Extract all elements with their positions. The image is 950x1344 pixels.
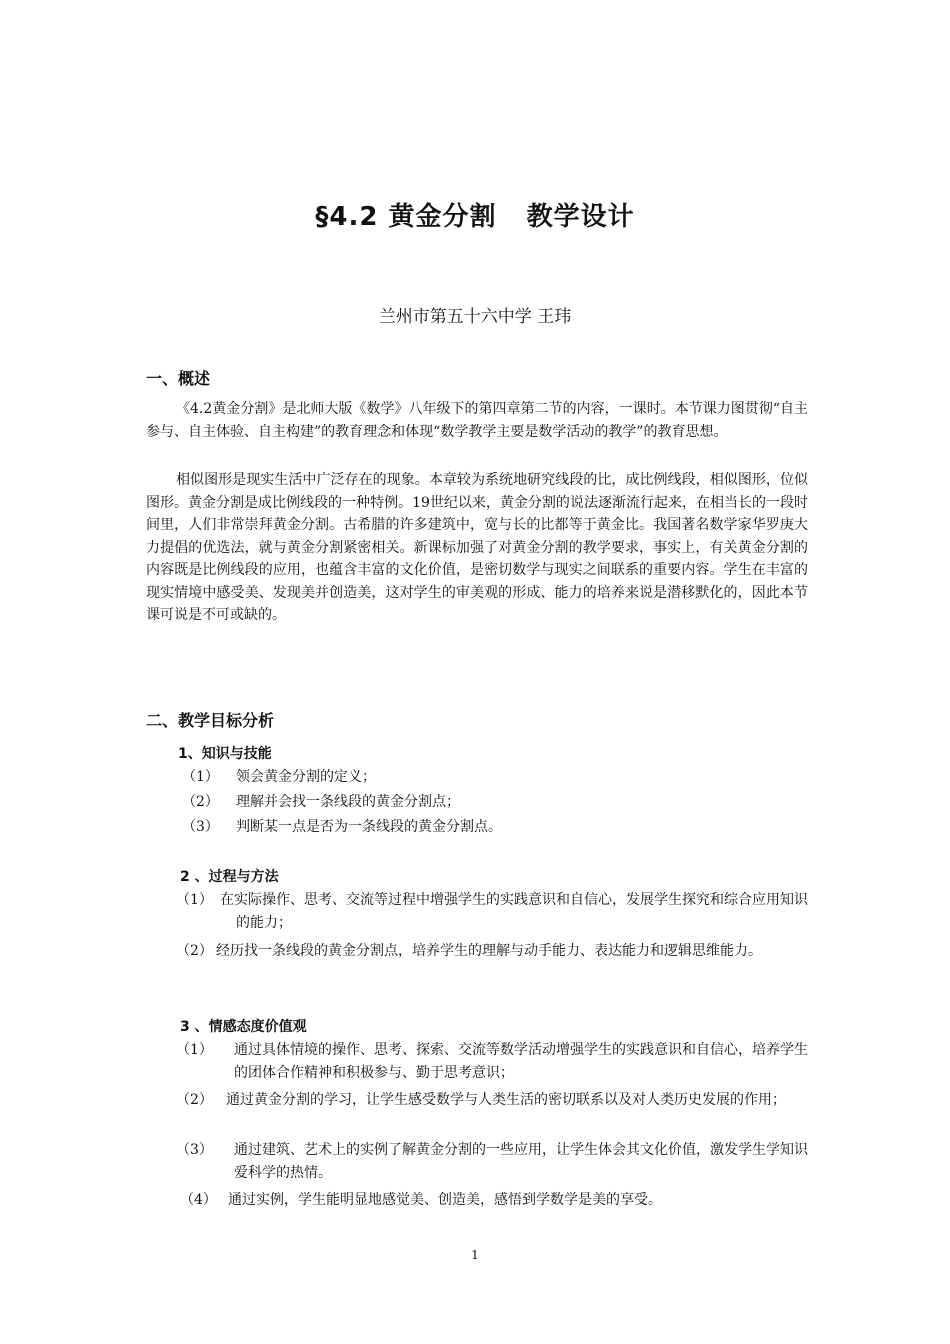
list-item [182, 816, 808, 839]
list-item [182, 791, 808, 814]
item-number: （3） [182, 819, 219, 835]
page-number: 1 [471, 1248, 479, 1262]
item-text: 领会黄金分割的定义； [236, 769, 376, 785]
section-heading-objectives: 二、教学目标分析 [146, 711, 275, 730]
item-number: （1） [182, 769, 219, 785]
item-text: 通过实例，学生能明显地感觉美、创造美，感悟到学数学是美的享受。 [228, 1192, 662, 1208]
document-title: §4.2 黄金分割 教学设计 [315, 202, 635, 232]
list-item [180, 1189, 808, 1212]
item-text-body: 通过黄金分割的学习，让学生感受数学与人类生活的密切联系以及对人类历史发展的作用； [226, 1092, 786, 1108]
subheading-attitudes-values: 3 、情感态度价值观 [180, 1019, 307, 1035]
item-text [176, 1089, 808, 1112]
item-text [176, 940, 808, 963]
section-heading-overview: 一、概述 [146, 369, 211, 388]
item-number: （2） [176, 943, 213, 959]
item-text [176, 889, 808, 935]
overview-paragraph-2: 相似图形是现实生活中广泛存在的现象。本章较为系统地研究线段的比，成比例线段，相似图形，位似图形。黄金分割是成比例线段的一种特例。19世纪以来，黄金分割的说法逐渐流行起来，在相当长的一段时间里，人们非常崇拜黄金分割。古希腊的许多建筑中，宽与长的比都等于黄金比。我国著名数学家华罗庚大力提倡的优选法，就与黄金分割紧密相关。新课标加强了对黄金分割的教学要求，事实上，有关黄金分割的内容既是比例线段的应用，也蕴含丰富的文化价值，是密切数学与现实之间联系的重要内容。学生在丰富的现实情境中感受美、发现美并创造美，这对学生的审美观的形成、能力的培养来说是潜移默化的，因此本节课可说是不可或缺的。 [146, 472, 808, 623]
item-text [176, 1039, 808, 1085]
list-item [182, 766, 808, 789]
item-text-body: 经历找一条线段的黄金分割点，培养学生的理解与动手能力、表达能力和逻辑思维能力。 [216, 943, 762, 959]
list-item [176, 940, 808, 963]
item-text [176, 1139, 808, 1185]
subheading-knowledge-skills: 1、知识与技能 [178, 746, 272, 762]
item-text-body: 通过具体情境的操作、思考、探索、交流等数学活动增强学生的实践意识和自信心，培养学生的团体合作精神和积极参与、勤于思考意识； [234, 1042, 808, 1081]
overview-paragraph-1: 《4.2黄金分割》是北师大版《数学》八年级下的第四章第二节的内容，一课时。本节课力图贯彻“自主参与、自主体验、自主构建”的教育理念和体现“数学教学主要是数学活动的教学”的教育思想。 [146, 401, 808, 440]
list-item [176, 1089, 808, 1112]
list-item [176, 889, 808, 935]
item-text-body: 在实际操作、思考、交流等过程中增强学生的实践意识和自信心，发展学生探究和综合应用知识的能力； [220, 892, 808, 931]
item-number: （2） [182, 794, 219, 810]
item-text-body: 通过建筑、艺术上的实例了解黄金分割的一些应用，让学生体会其文化价值，激发学生学知识爱科学的热情。 [234, 1142, 808, 1181]
item-number: （3） [176, 1142, 213, 1158]
item-number: （4） [180, 1192, 217, 1208]
item-number: （2） [176, 1092, 213, 1108]
list-item [176, 1139, 808, 1185]
item-number: （1） [176, 892, 213, 908]
item-text: 理解并会找一条线段的黄金分割点； [236, 794, 460, 810]
list-item [176, 1039, 808, 1085]
item-number: （1） [176, 1042, 213, 1058]
subheading-process-methods: 2 、过程与方法 [180, 869, 279, 885]
author-line: 兰州市第五十六中学 王玮 [378, 307, 572, 327]
item-text: 判断某一点是否为一条线段的黄金分割点。 [236, 819, 502, 835]
